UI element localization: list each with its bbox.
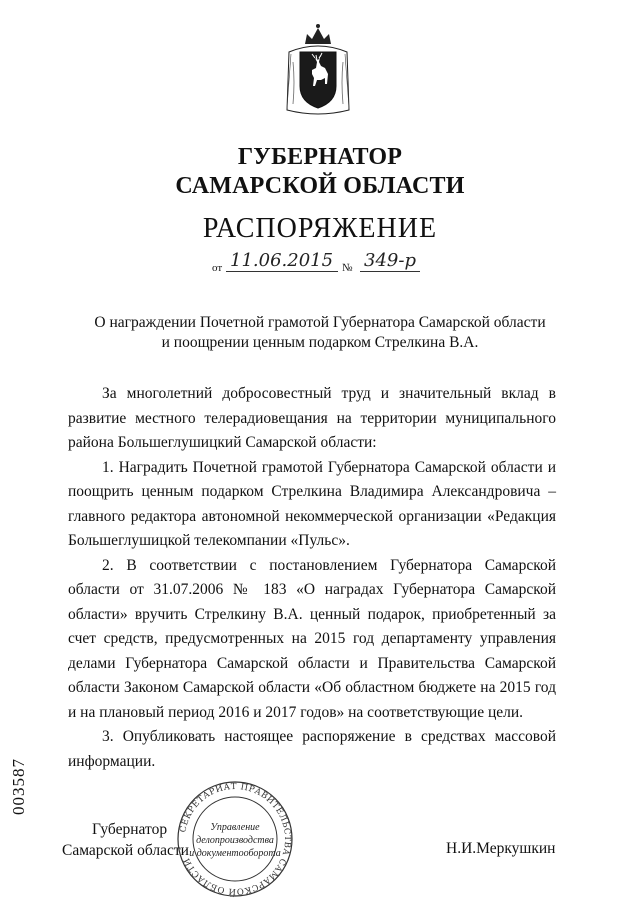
subject-line-2: и поощрении ценным подарком Стрелкина В.А.	[161, 334, 479, 351]
document-subject	[60, 313, 580, 353]
document-type: РАСПОРЯЖЕНИЕ	[202, 213, 438, 244]
body-item-1: 1. Наградить Почетной грамотой Губернатора Самарской области и поощрить ценным подарком Стрелкина Владимира Александровича – главного редактора автономной некоммерческой организации «Редакция Большеглушицкой телекомпании «Пульс».	[68, 458, 556, 549]
number-underline	[360, 271, 420, 272]
stamp-center-line-3: и документооборота	[189, 848, 281, 859]
signatory-position-line-1: Губернатор	[92, 821, 168, 838]
subject-line-1: О награждении Почетной грамотой Губернатора Самарской области	[94, 314, 546, 331]
body-item-3: 3. Опубликовать настоящее распоряжение в средствах массовой информации.	[68, 728, 556, 770]
registration-number: 003587	[9, 758, 28, 815]
date-label: от	[212, 262, 223, 274]
date-number-line	[212, 250, 432, 276]
handwritten-number: 349-р	[364, 250, 416, 271]
issuer-region: САМАРСКОЙ ОБЛАСТИ	[175, 173, 465, 199]
stamp-center-line-1: Управление	[210, 822, 260, 833]
document-body	[68, 382, 556, 774]
signatory-position-line-2: Самарской области	[62, 842, 189, 859]
number-label: №	[342, 262, 353, 274]
issuer-title: ГУБЕРНАТОР	[237, 144, 403, 170]
stamp-center-line-2: делопроизводства	[196, 835, 274, 846]
office-stamp	[170, 780, 300, 898]
body-intro: За многолетний добросовестный труд и значительный вклад в развитие местного телерадиовещания на территории муниципального района Большеглушицкий Самарской области:	[68, 385, 556, 451]
body-item-2: 2. В соответствии с постановлением Губернатора Самарской области от 31.07.2006 № 183 «О наградах Губернатора Самарской области» вручить Стрелкину В.А. ценный подарок, приобретенный за счет средств, предусмотренных на 2015 год департаменту управления делами Губернатора Самарской области и Правительства Самарской области Законом Самарской области «Об областном бюджете на 2015 год и на плановый период 2016 и 2017 годов» на соответствующие цели.	[68, 556, 556, 721]
date-underline	[226, 271, 338, 272]
stamp-ring-text: СЕКРЕТАРИАТ ПРАВИТЕЛЬСТВА САМАРСКОЙ ОБЛАСТИ	[178, 781, 293, 897]
handwritten-date: 11.06.2015	[230, 250, 334, 271]
coat-of-arms-emblem	[283, 22, 353, 118]
signatory-name: Н.И.Меркушкин	[446, 840, 556, 857]
